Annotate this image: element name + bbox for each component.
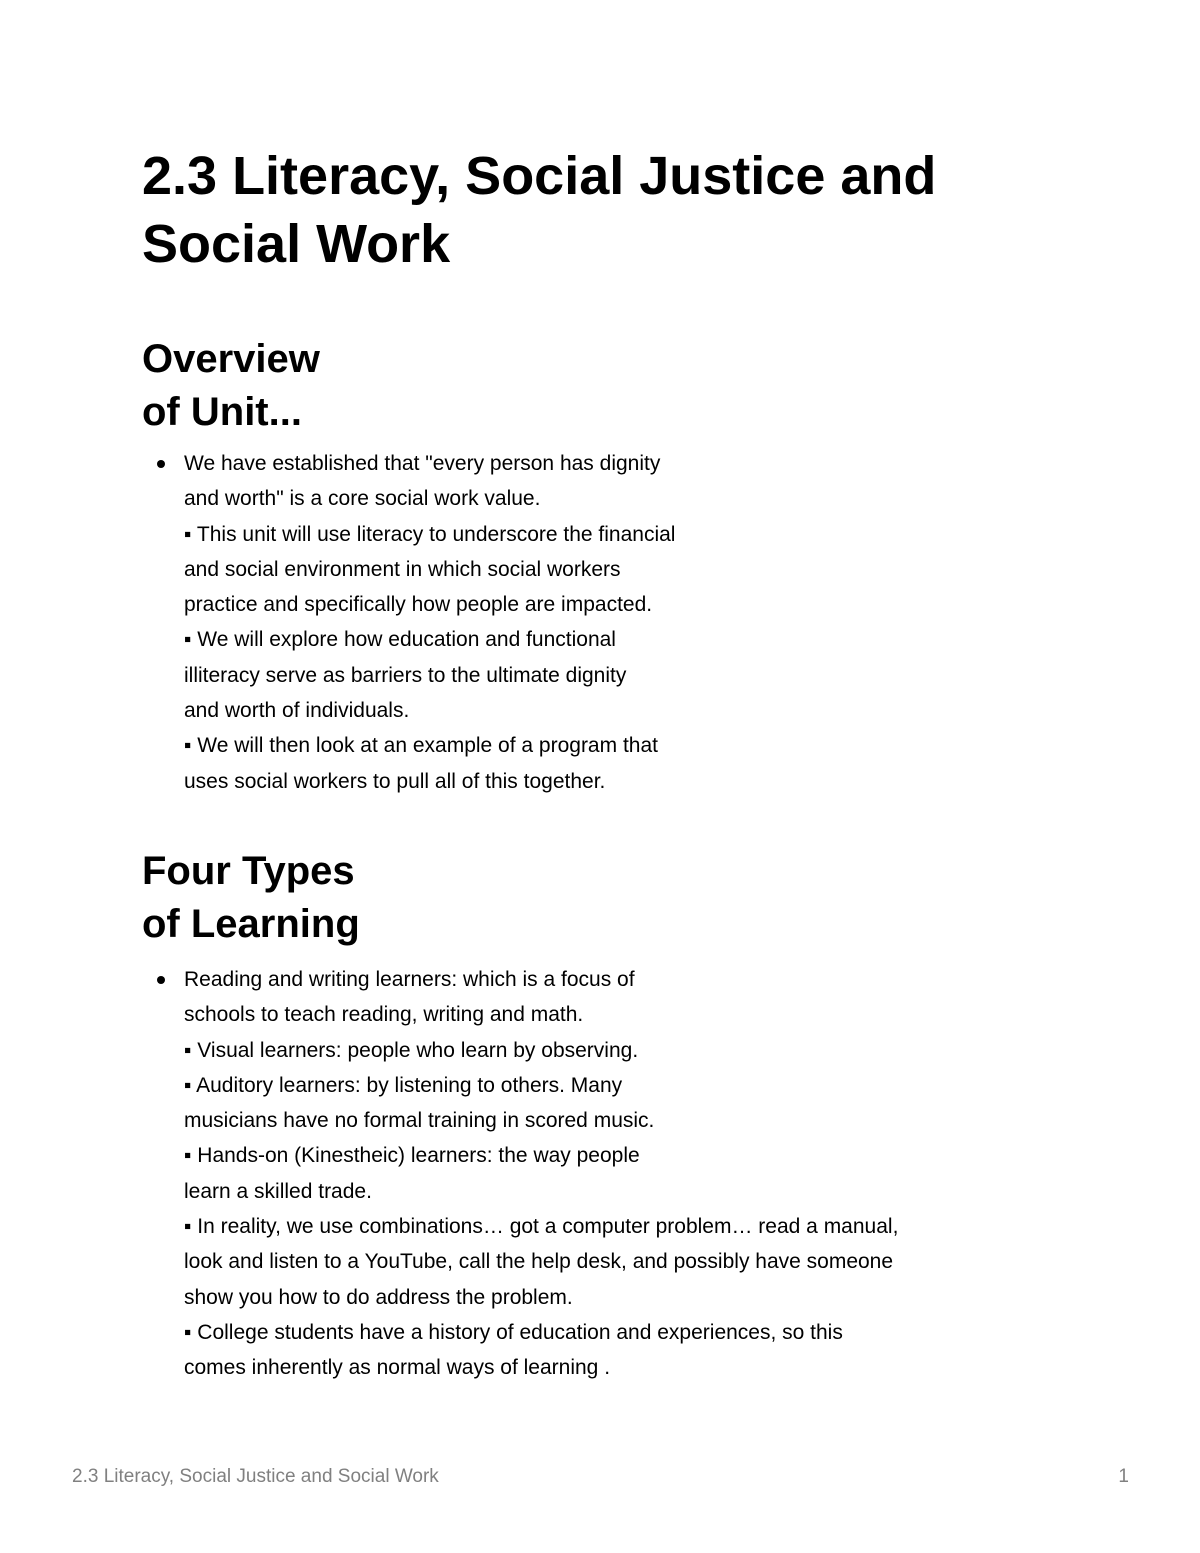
bullet-text-line: show you how to do address the problem.: [184, 1285, 573, 1309]
bullet-dot-icon: [157, 976, 165, 984]
bullet-text-line: comes inherently as normal ways of learning .: [184, 1356, 611, 1380]
bullet-text-line: ▪ This unit will use literacy to underscore the financial: [184, 522, 676, 546]
bullet-text-line: ▪ Visual learners: people who learn by observing.: [184, 1038, 639, 1062]
page-title: 2.3 Literacy, Social Justice and Social Work: [142, 146, 937, 274]
bullet-text-line: ▪ In reality, we use combinations… got a computer problem… read a manual,: [184, 1215, 899, 1239]
bullet-text-line: We have established that "every person has dignity: [184, 452, 661, 475]
overview-bullet-list: [142, 446, 675, 799]
heading-line: of Learning: [142, 902, 360, 946]
section-heading-four-types: [142, 845, 742, 951]
heading-line: of Unit...: [142, 390, 302, 434]
bullet-text-line: learn a skilled trade.: [184, 1179, 372, 1203]
heading-line: Overview: [142, 337, 320, 381]
bullet-text-line: schools to teach reading, writing and math.: [184, 1003, 584, 1027]
bullet-text-line: musicians have no formal training in scored music.: [184, 1109, 655, 1133]
bullet-text-line: illiteracy serve as barriers to the ultimate dignity: [184, 663, 627, 687]
bullet-text-line: uses social workers to pull all of this together.: [184, 769, 606, 793]
bullet-text-line: ▪ We will then look at an example of a program that: [184, 734, 658, 758]
bullet-text-line: Reading and writing learners: which is a focus of: [184, 968, 635, 991]
bullet-text-line: ▪ College students have a history of education and experiences, so this: [184, 1320, 843, 1344]
bullet-text-line: ▪ We will explore how education and functional: [184, 628, 616, 652]
bullet-text-line: practice and specifically how people are impacted.: [184, 593, 653, 617]
list-item: [142, 962, 898, 1386]
bullet-text-line: and worth" is a core social work value.: [184, 487, 541, 511]
bullet-text-line: and worth of individuals.: [184, 699, 410, 723]
bullet-text-line: and social environment in which social workers: [184, 557, 621, 581]
bullet-dot-icon: [157, 460, 165, 468]
bullet-text-line: ▪ Auditory learners: by listening to others. Many: [184, 1073, 623, 1097]
bullet-text-line: look and listen to a YouTube, call the help desk, and possibly have someone: [184, 1250, 894, 1274]
footer-page-number: 1: [1118, 1466, 1129, 1487]
heading-line: Four Types: [142, 849, 355, 893]
learning-bullet-list: [142, 962, 898, 1386]
list-item: [142, 446, 675, 799]
section-heading-overview: [142, 333, 742, 439]
bullet-text-line: ▪ Hands-on (Kinestheic) learners: the way people: [184, 1144, 640, 1168]
footer-document-title: 2.3 Literacy, Social Justice and Social Work: [72, 1466, 439, 1487]
